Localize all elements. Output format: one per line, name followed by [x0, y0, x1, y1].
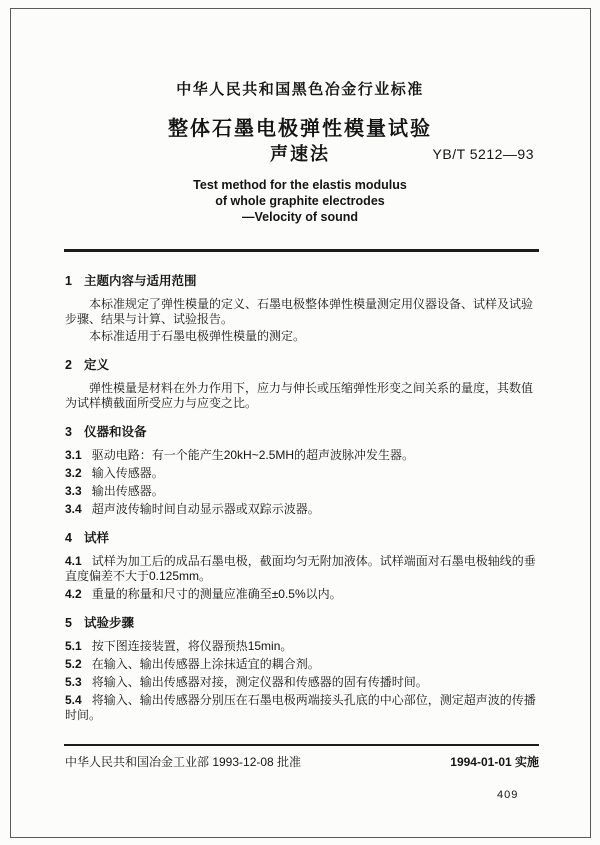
clause-number: 5.4	[65, 693, 82, 707]
section-number: 5	[65, 616, 72, 630]
clause-text: 将输入、输出传感器对接，测定仪器和传感器的固有传播时间。	[91, 675, 428, 689]
implementation-date: 1994-01-01 实施	[450, 755, 539, 769]
paragraph: 弹性模量是材料在外力作用下，应力与伸长或压缩弹性形变之间关系的量度，其数值为试样横截面所受应力与应变之比。	[65, 381, 534, 410]
section-heading	[65, 531, 540, 546]
clause	[65, 639, 540, 654]
clause-number: 5.3	[65, 675, 82, 689]
paragraph: 本标准规定了弹性模量的定义、石墨电极整体弹性模量测定用仪器设备、试样及试验步骤、结果与计算、试验报告。	[65, 297, 534, 326]
section-number: 3	[65, 425, 72, 439]
document-title: 整体石墨电极弹性模量试验	[168, 118, 432, 140]
section-heading	[65, 425, 540, 440]
clause-text: 超声波传输时间自动显示器或双踪示波器。	[91, 502, 320, 516]
clause	[65, 554, 540, 584]
clause-number: 4.1	[65, 554, 82, 568]
clause-text: 输入传感器。	[91, 466, 164, 480]
clause-number: 3.1	[65, 448, 82, 462]
section-title: 主题内容与适用范围	[83, 274, 197, 288]
section-title: 定义	[83, 358, 109, 372]
section-heading	[65, 274, 540, 289]
clause-number: 3.3	[65, 484, 82, 498]
standard-org-line: 中华人民共和国黑色冶金行业标准	[176, 81, 424, 98]
clause	[65, 693, 540, 723]
clause-text: 将输入、输出传感器分别压在石墨电极两端接头孔底的中心部位，测定超声波的传播时间。	[65, 693, 536, 722]
section-apparatus	[65, 425, 540, 517]
clause-text: 按下图连接装置，将仪器预热15min。	[91, 639, 293, 653]
clause	[65, 587, 540, 602]
section-title: 仪器和设备	[83, 425, 147, 439]
clause-number: 3.2	[65, 466, 82, 480]
section-number: 2	[65, 358, 72, 372]
header-rule	[64, 249, 539, 252]
clause-number: 3.4	[65, 502, 82, 516]
english-title-line-1: Test method for the elastis modulus	[193, 178, 407, 192]
section-procedure	[65, 616, 540, 723]
section-number: 1	[65, 274, 72, 288]
document-body	[65, 274, 540, 726]
section-heading	[65, 358, 540, 373]
document-subtitle: 声速法	[270, 144, 330, 164]
clause	[65, 484, 540, 499]
clause-text: 试样为加工后的成品石墨电极，截面均匀无附加液体。试样端面对石墨电极轴线的垂直度偏差不大于0.125mm。	[65, 554, 536, 583]
clause	[65, 448, 540, 463]
footer	[65, 753, 539, 770]
clause	[65, 657, 540, 672]
english-title-line-3: —Velocity of sound	[242, 210, 358, 224]
section-definition	[65, 358, 540, 411]
section-title: 试样	[83, 531, 109, 545]
section-number: 4	[65, 531, 72, 545]
clause	[65, 502, 540, 517]
clause-number: 5.2	[65, 657, 82, 671]
approval-line: 中华人民共和国冶金工业部 1993-12-08 批准	[65, 755, 302, 769]
section-scope	[65, 274, 540, 344]
section-title: 试验步骤	[83, 616, 134, 630]
clause-text: 在输入、输出传感器上涂抹适宜的耦合剂。	[91, 657, 320, 671]
section-heading	[65, 616, 540, 631]
clause-text: 输出传感器。	[91, 484, 164, 498]
clause	[65, 466, 540, 481]
page-number: 409	[497, 789, 519, 801]
standard-number: YB/T 5212—93	[432, 146, 534, 162]
paragraph: 本标准适用于石墨电极弹性模量的测定。	[89, 329, 306, 343]
section-specimen	[65, 531, 540, 602]
english-title-line-2: of whole graphite electrodes	[215, 194, 385, 208]
english-title	[0, 177, 600, 225]
clause-text: 驱动电路：有一个能产生20kH~2.5MH的超声波脉冲发生器。	[91, 448, 415, 462]
clause	[65, 675, 540, 690]
clause-text: 重量的称量和尺寸的测量应准确至±0.5%以内。	[91, 587, 342, 601]
footer-rule	[64, 744, 539, 746]
clause-number: 5.1	[65, 639, 82, 653]
clause-number: 4.2	[65, 587, 82, 601]
